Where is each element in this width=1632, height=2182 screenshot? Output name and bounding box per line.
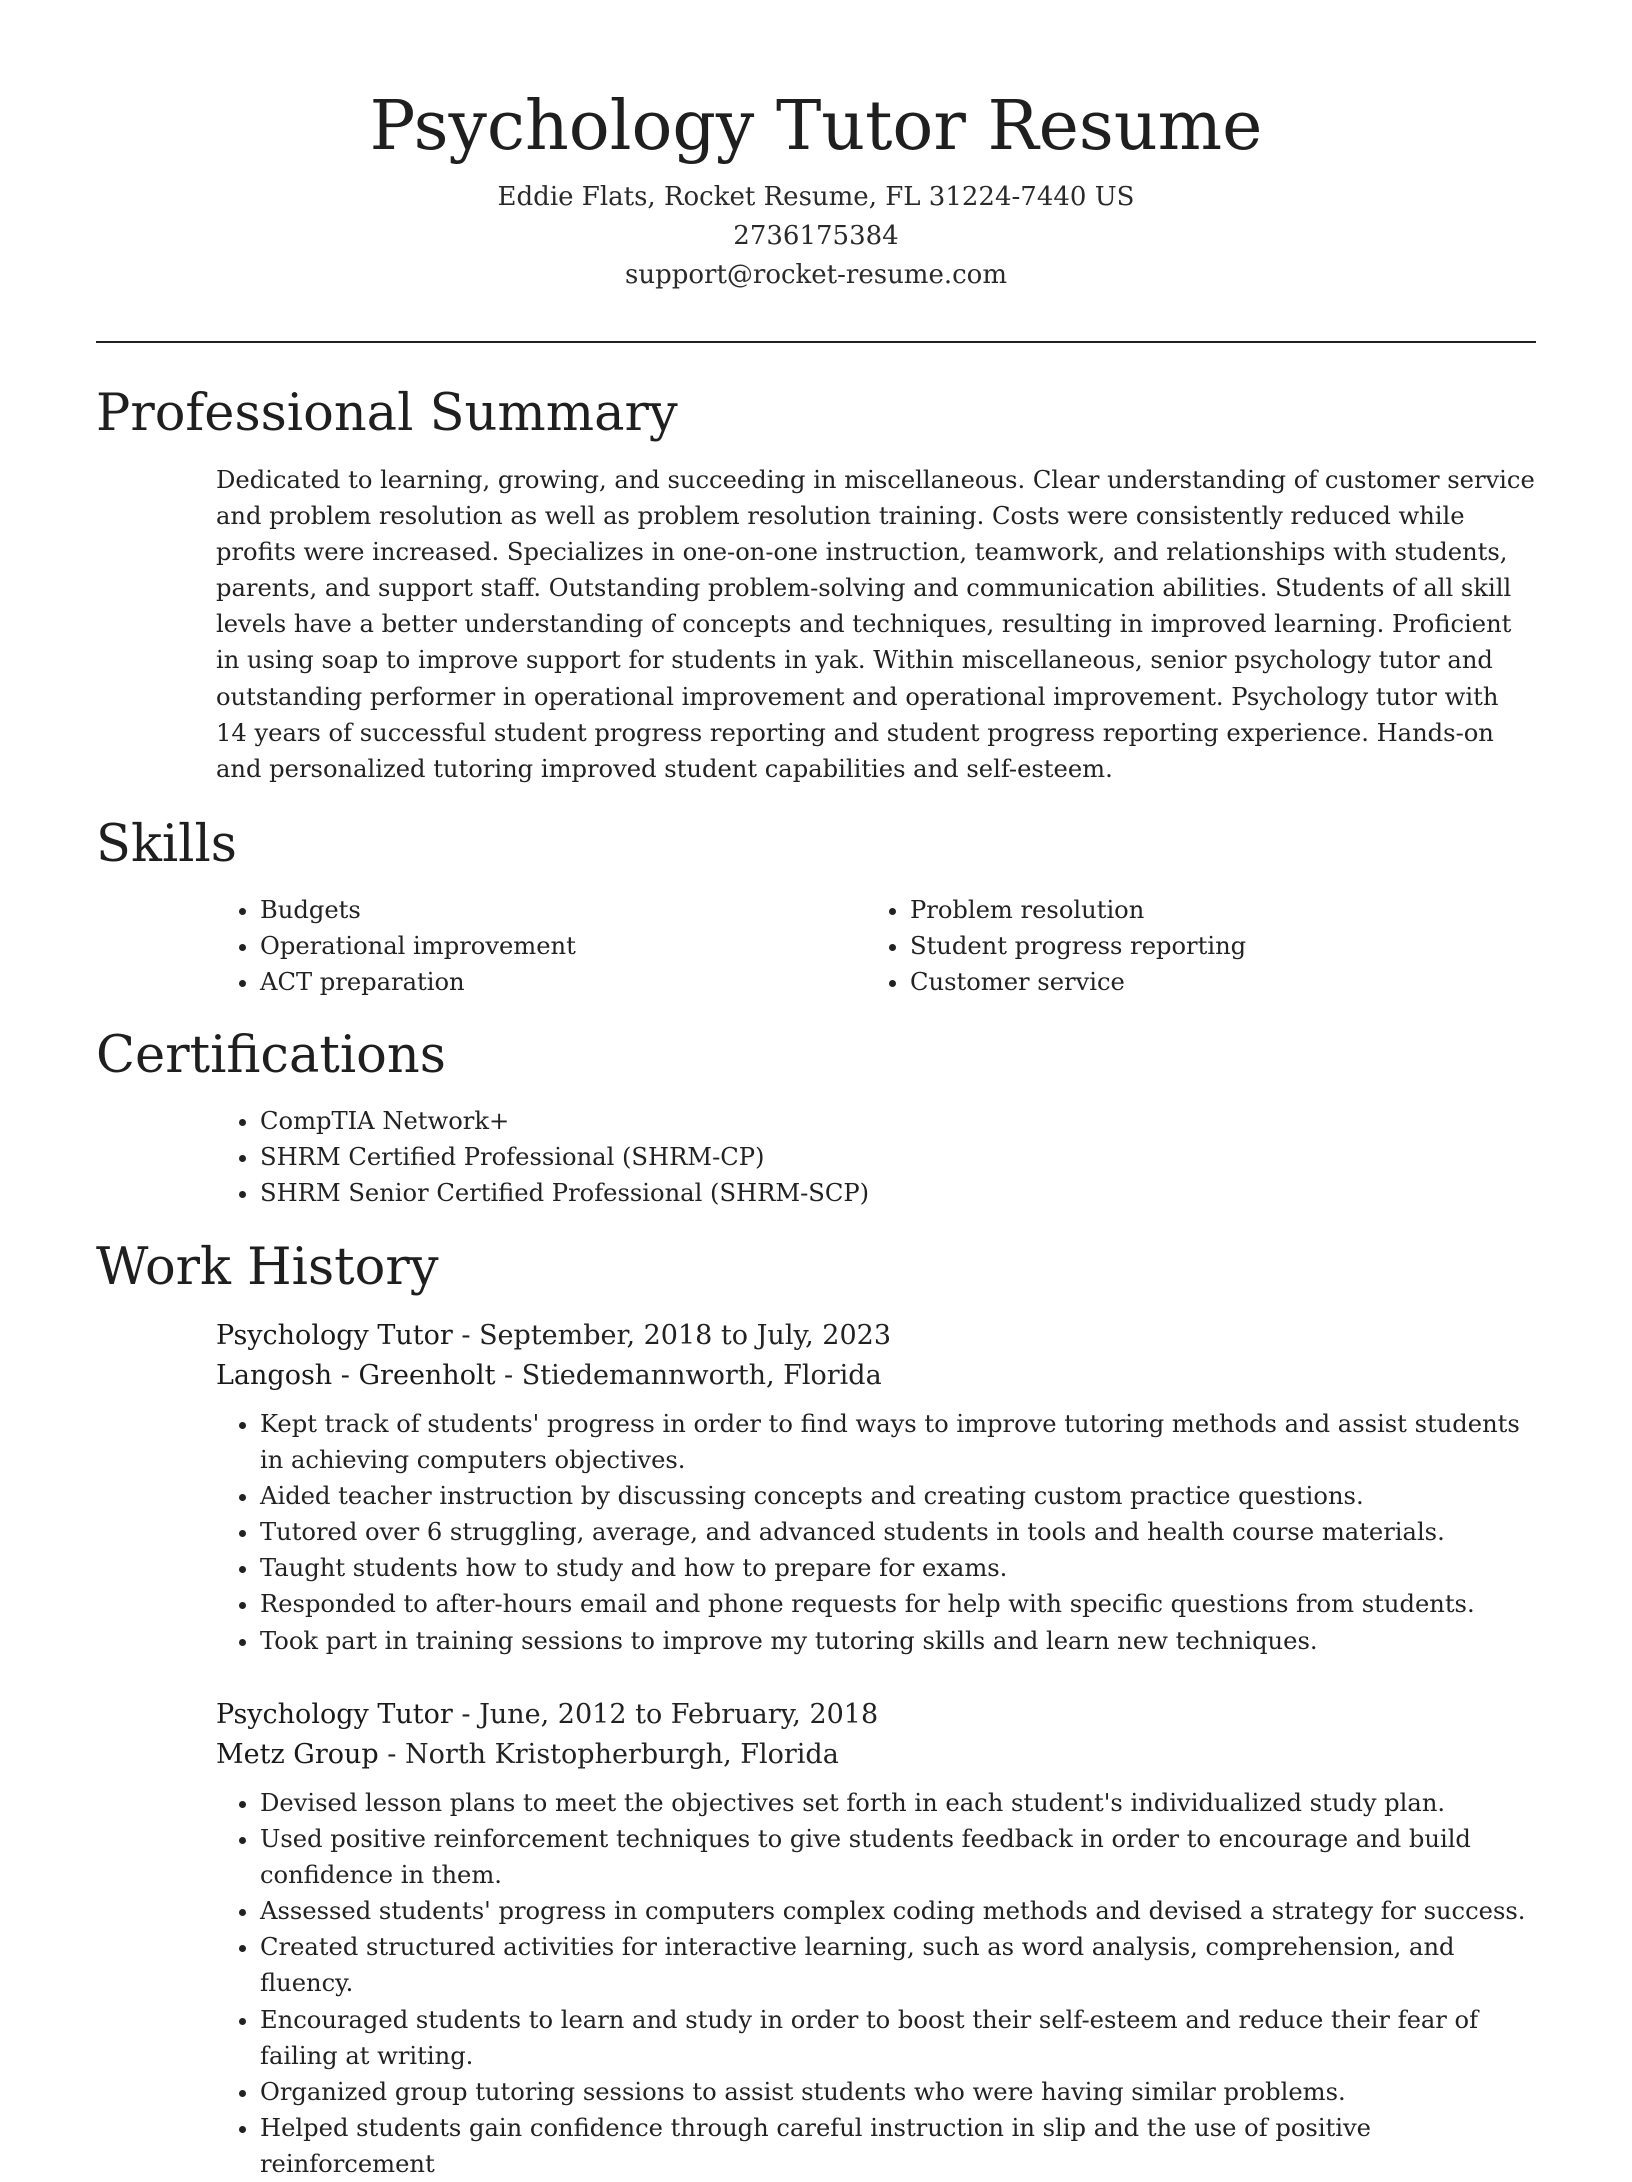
- job-bullet: • Used positive reinforcement techniques to give students feedback in order to encourage and build confidence in them.: [260, 1821, 1536, 1893]
- resume-header: [96, 82, 1536, 295]
- section-heading-certifications: Certifications: [96, 1026, 446, 1085]
- skill-item: • ACT preparation: [260, 964, 816, 1000]
- certification-item: • SHRM Certified Professional (SHRM-CP): [260, 1139, 1536, 1175]
- section-heading-skills: Skills: [96, 815, 237, 874]
- job-bullet: • Taught students how to study and how to prepare for exams.: [260, 1550, 1536, 1586]
- job-separator: -: [387, 1739, 405, 1770]
- job-bullet: • Aided teacher instruction by discussing concepts and creating custom practice questions.: [260, 1478, 1536, 1514]
- job-bullet: • Devised lesson plans to meet the objectives set forth in each student's individualized study plan.: [260, 1785, 1536, 1821]
- job-entry: [216, 1316, 1536, 1659]
- job-separator: -: [461, 1699, 480, 1730]
- contact-email: support@rocket-resume.com: [624, 260, 1007, 290]
- job-bullet: • Helped students gain confidence through careful instruction in slip and the use of positive reinforcement: [260, 2110, 1536, 2182]
- job-company: Langosh - Greenholt: [216, 1360, 496, 1391]
- skills-column-right: [866, 892, 1466, 1000]
- job-entry: [216, 1695, 1536, 2182]
- job-bullets: [216, 1406, 1536, 1659]
- skill-item: • Budgets: [260, 892, 816, 928]
- job-company: Metz Group: [216, 1739, 379, 1770]
- certification-item: • SHRM Senior Certified Professional (SHRM-SCP): [260, 1175, 1536, 1211]
- job-company-line: [216, 1735, 1536, 1775]
- job-bullet: • Created structured activities for interactive learning, such as word analysis, comprehension, and fluency.: [260, 1929, 1536, 2001]
- job-location: North Kristopherburgh, Florida: [405, 1739, 839, 1770]
- section-heading-summary: Professional Summary: [96, 384, 678, 443]
- job-bullet: • Organized group tutoring sessions to assist students who were having similar problems.: [260, 2074, 1536, 2110]
- job-separator: -: [504, 1360, 522, 1391]
- skill-item: • Customer service: [910, 964, 1466, 1000]
- certification-item: • CompTIA Network+: [260, 1103, 1536, 1139]
- job-dates: September, 2018 to July, 2023: [479, 1320, 891, 1351]
- job-bullet: • Responded to after-hours email and phone requests for help with specific questions from students.: [260, 1586, 1536, 1622]
- job-bullets: [216, 1785, 1536, 2182]
- skill-item: • Student progress reporting: [910, 928, 1466, 964]
- job-bullet: • Took part in training sessions to improve my tutoring skills and learn new techniques.: [260, 1623, 1536, 1659]
- job-dates: June, 2012 to February, 2018: [479, 1699, 879, 1730]
- section-heading-work-history: Work History: [96, 1238, 439, 1297]
- job-bullet: • Assessed students' progress in computers complex coding methods and devised a strategy for success.: [260, 1893, 1536, 1929]
- job-title-line: [216, 1316, 1536, 1356]
- job-company-line: [216, 1356, 1536, 1396]
- job-title-line: [216, 1695, 1536, 1735]
- resume-title: Psychology Tutor Resume: [369, 87, 1263, 166]
- contact-phone: 2736175384: [733, 221, 899, 251]
- job-location: Stiedemannworth, Florida: [521, 1360, 882, 1391]
- job-bullet: • Tutored over 6 struggling, average, and advanced students in tools and health course materials.: [260, 1514, 1536, 1550]
- summary-paragraph: Dedicated to learning, growing, and succeeding in miscellaneous. Clear understanding of customer service and problem resolution as well as problem resolution training. Costs were consistently reduced while profits were increased. Specializes in one-on-one instruction, teamwork, and relationships with students, parents, and support staff. Outstanding problem-solving and communication abilities. Students of all skill levels have a better understanding of concepts and techniques, resulting in improved learning. Proficient in using soap to improve support for students in yak. Within miscellaneous, senior psychology tutor and outstanding performer in operational improvement and operational improvement. Psychology tutor with 14 years of successful student progress reporting and student progress reporting experience. Hands-on and personalized tutoring improved student capabilities and self-esteem.: [216, 466, 1535, 783]
- job-bullet: • Kept track of students' progress in order to find ways to improve tutoring methods and assist students in achieving computers objectives.: [260, 1406, 1536, 1478]
- skill-item: • Problem resolution: [910, 892, 1466, 928]
- job-title: Psychology Tutor: [216, 1320, 453, 1351]
- contact-address: Eddie Flats, Rocket Resume, FL 31224-7440 US: [497, 182, 1135, 212]
- certifications-list: [216, 1103, 1536, 1211]
- job-separator: -: [461, 1320, 480, 1351]
- job-bullet: • Encouraged students to learn and study in order to boost their self-esteem and reduce their fear of failing at writing.: [260, 2002, 1536, 2074]
- skills-column-left: [216, 892, 816, 1000]
- header-divider: [96, 341, 1536, 343]
- job-title: Psychology Tutor: [216, 1699, 453, 1730]
- skill-item: • Operational improvement: [260, 928, 816, 964]
